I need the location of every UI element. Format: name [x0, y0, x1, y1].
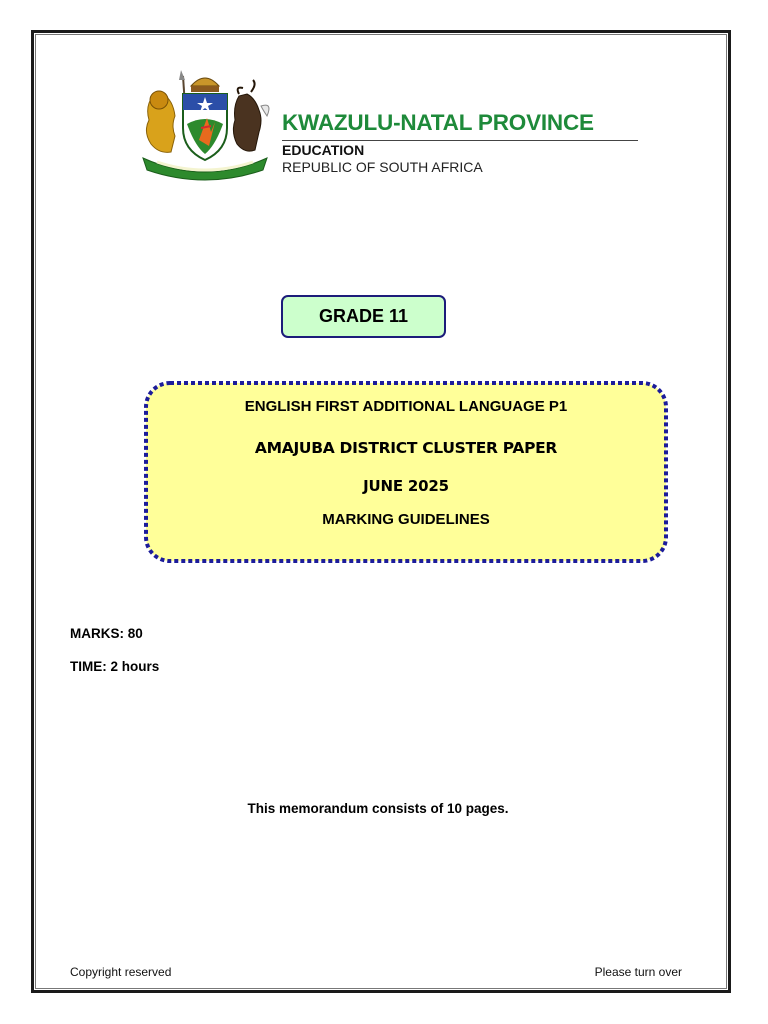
grade-badge: GRADE 11: [281, 295, 446, 338]
footer-turn-over: Please turn over: [594, 965, 682, 979]
letterhead: [135, 66, 645, 182]
marks-total: MARKS: 80: [70, 626, 143, 641]
department-name: EDUCATION: [282, 142, 365, 158]
memo-page-count: This memorandum consists of 10 pages.: [247, 801, 509, 816]
province-title: KWAZULU-NATAL PROVINCE: [282, 110, 594, 135]
country-name: REPUBLIC OF SOUTH AFRICA: [282, 159, 483, 175]
paper-title: AMAJUBA DISTRICT CLUSTER PAPER: [254, 439, 558, 457]
header-divider: [282, 140, 638, 141]
coat-of-arms-icon: [135, 66, 275, 182]
footer-copyright: Copyright reserved: [70, 965, 172, 979]
exam-date: JUNE 2025: [363, 477, 449, 495]
title-box: [140, 377, 672, 567]
time-allowed: TIME: 2 hours: [70, 659, 160, 674]
document-type: MARKING GUIDELINES: [322, 511, 490, 528]
subject-title: ENGLISH FIRST ADDITIONAL LANGUAGE P1: [244, 398, 568, 415]
